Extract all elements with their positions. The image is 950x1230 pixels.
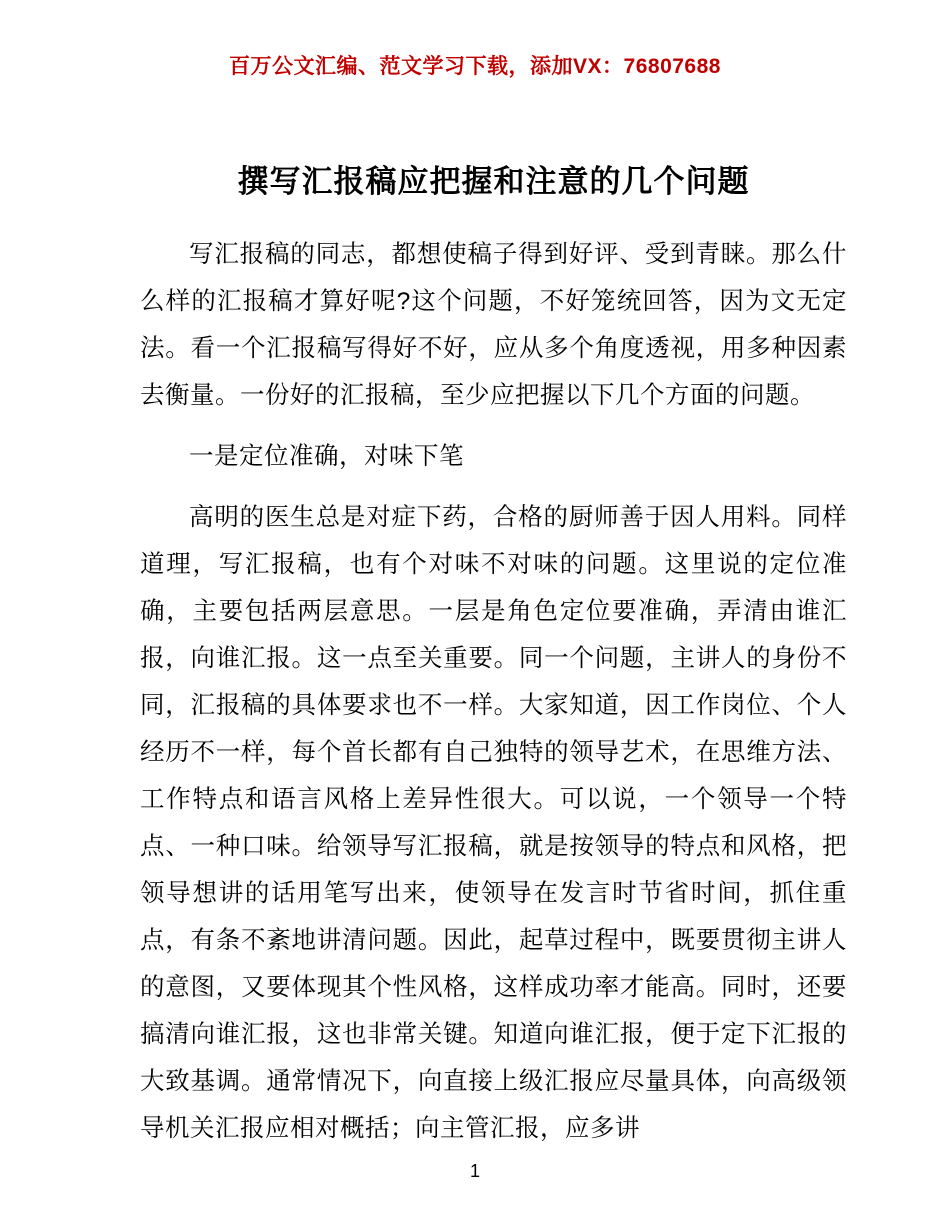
paragraphs-container	[140, 231, 847, 1152]
document-body	[140, 160, 847, 1152]
paragraph: 高明的医生总是对症下药，合格的厨师善于因人用料。同样道理，写汇报稿，也有个对味不对味的问题。这里说的定位准确，主要包括两层意思。一层是角色定位要准确，弄清由谁汇报，向谁汇报。这一点至关重要。同一个问题，主讲人的身份不同，汇报稿的具体要求也不一样。大家知道，因工作岗位、个人经历不一样，每个首长都有自己独特的领导艺术，在思维方法、工作特点和语言风格上差异性很大。可以说，一个领导一个特点、一种口味。给领导写汇报稿，就是按领导的特点和风格，把领导想讲的话用笔写出来，使领导在发言时节省时间，抓住重点，有条不紊地讲清问题。因此，起草过程中，既要贯彻主讲人的意图，又要体现其个性风格，这样成功率才能高。同时，还要搞清向谁汇报，这也非常关键。知道向谁汇报，便于定下汇报的大致基调。通常情况下，向直接上级汇报应尽量具体，向高级领导机关汇报应相对概括；向主管汇报，应多讲	[140, 504, 847, 1143]
page-title: 撰写汇报稿应把握和注意的几个问题	[237, 164, 750, 199]
header-notice: 百万公文汇编、范文学习下载，添加VX：76807688	[229, 55, 721, 78]
subheading: 一是定位准确，对味下笔	[189, 443, 464, 471]
page-number: 1	[469, 1161, 480, 1181]
paragraph: 写汇报稿的同志，都想使稿子得到好评、受到青睐。那么什么样的汇报稿才算好呢?这个问题，不好笼统回答，因为文无定法。看一个汇报稿写得好不好，应从多个角度透视，用多种因素去衡量。一份好的汇报稿，至少应把握以下几个方面的问题。	[140, 241, 847, 410]
